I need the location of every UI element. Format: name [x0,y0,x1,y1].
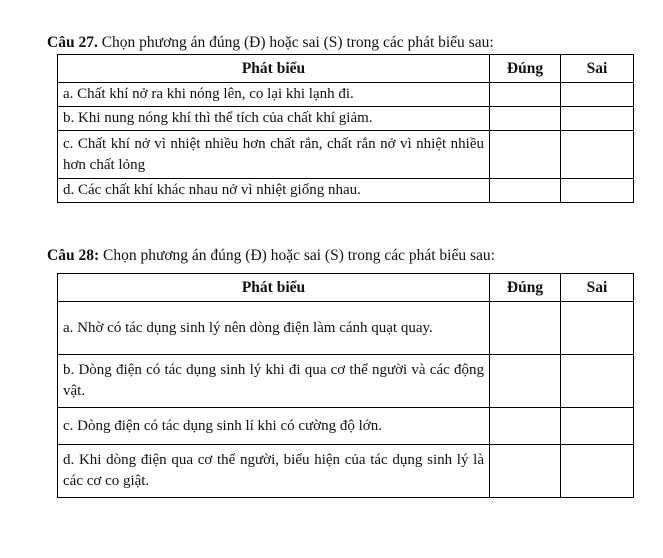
statement-a: a. Nhờ có tác dụng sinh lý nên dòng điện làm cánh quạt quay. [58,302,490,355]
statement-b: b. Khi nung nóng khí thì thể tích của chất khí giảm. [58,107,490,131]
answer-false-cell[interactable] [561,355,634,408]
answer-true-cell[interactable] [490,131,561,179]
statement-d: d. Khi dòng điện qua cơ thể người, biểu hiện của tác dụng sinh lý là các cơ co giật. [58,445,490,498]
question-27-number: Câu 27. [47,34,98,51]
table-header-row [58,55,634,83]
question-27-title [47,34,494,52]
table-row [58,408,634,445]
table-header-row [58,274,634,302]
statement-b: b. Dòng điện có tác dụng sinh lý khi đi qua cơ thể người và các động vật. [58,355,490,408]
table-row [58,179,634,203]
question-27-table [57,54,634,203]
answer-true-cell[interactable] [490,445,561,498]
statement-c: c. Chất khí nở vì nhiệt nhiều hơn chất rắn, chất rắn nở vì nhiệt nhiều hơn chất lỏng [58,131,490,179]
header-true: Đúng [490,55,561,83]
table-row [58,107,634,131]
header-statement: Phát biểu [58,55,490,83]
statement-c: c. Dòng điện có tác dụng sinh lí khi có cường độ lớn. [58,408,490,445]
answer-true-cell[interactable] [490,408,561,445]
question-28-table [57,273,634,498]
header-false: Sai [561,274,634,302]
answer-false-cell[interactable] [561,83,634,107]
answer-true-cell[interactable] [490,107,561,131]
answer-false-cell[interactable] [561,302,634,355]
question-27-prompt: Chọn phương án đúng (Đ) hoặc sai (S) trong các phát biểu sau: [101,34,494,51]
answer-true-cell[interactable] [490,179,561,203]
answer-true-cell[interactable] [490,302,561,355]
table-row [58,83,634,107]
statement-d: d. Các chất khí khác nhau nở vì nhiệt giống nhau. [58,179,490,203]
answer-false-cell[interactable] [561,445,634,498]
answer-false-cell[interactable] [561,107,634,131]
question-28-number: Câu 28: [47,247,100,264]
answer-false-cell[interactable] [561,131,634,179]
answer-true-cell[interactable] [490,355,561,408]
question-28-title [47,247,495,265]
table-row [58,302,634,355]
header-true: Đúng [490,274,561,302]
answer-false-cell[interactable] [561,408,634,445]
answer-false-cell[interactable] [561,179,634,203]
header-statement: Phát biểu [58,274,490,302]
question-28-prompt: Chọn phương án đúng (Đ) hoặc sai (S) trong các phát biểu sau: [102,247,495,264]
table-row [58,445,634,498]
header-false: Sai [561,55,634,83]
table-row [58,131,634,179]
table-row [58,355,634,408]
answer-true-cell[interactable] [490,83,561,107]
statement-a: a. Chất khí nở ra khi nóng lên, co lại khi lạnh đi. [58,83,490,107]
